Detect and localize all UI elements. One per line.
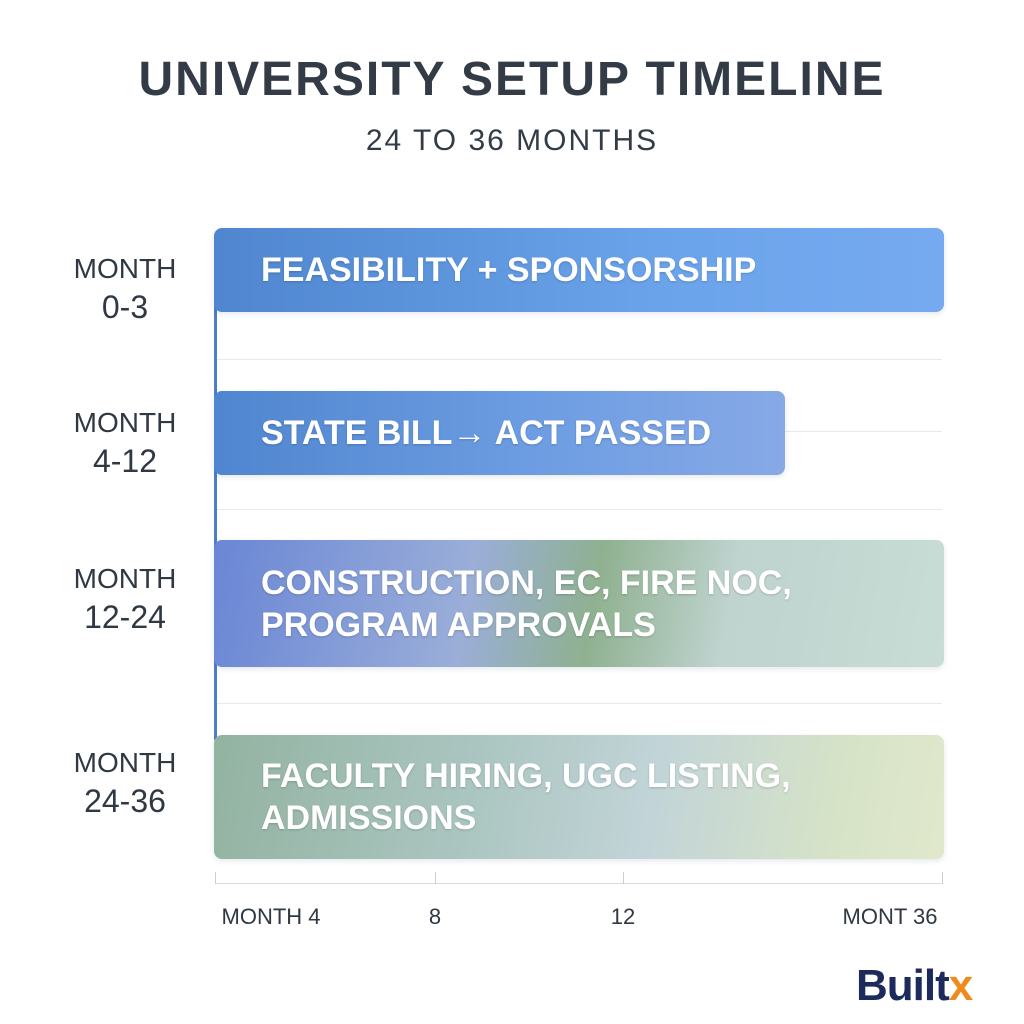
x-tick [623,872,624,884]
row-label [40,744,210,820]
bar-label-line: PROGRAM APPROVALS [261,605,656,644]
timeline-bar [214,540,944,667]
bar-label-line: ADMISSIONS [261,799,477,837]
row-label-prefix: MONTH [73,563,177,594]
gridline [215,359,942,360]
gridline [215,703,942,704]
page-title: UNIVERSITY SETUP TIMELINE [138,53,886,106]
bar-label [261,755,791,839]
gridline [215,509,942,510]
x-axis-line [215,883,942,884]
x-tick [435,872,436,884]
x-tick-label: MONTH 4 [221,904,321,929]
row-label-range: 24-36 [84,783,166,819]
timeline-bar [214,391,785,475]
page-subtitle: 24 TO 36 MONTHS [365,124,659,157]
row-label-range: 0-3 [101,289,149,325]
row-label-range: 4-12 [92,443,158,479]
bar-label [261,562,792,646]
x-tick-label: 12 [610,904,636,929]
logo-main-text: Built [856,961,949,1010]
row-label-prefix: MONTH [73,253,177,284]
timeline-bar [214,228,944,312]
row-label-prefix: MONTH [73,407,177,438]
row-label [40,404,210,480]
x-tick [942,872,943,884]
bar-label [261,412,711,454]
builtx-logo [856,956,972,1016]
bar-label-line: FACULTY HIRING, UGC LISTING, [261,757,791,795]
row-label-prefix: MONTH [73,747,177,778]
row-label [40,250,210,326]
row-label-range: 12-24 [84,599,166,635]
logo-accent-text: x [948,961,973,1010]
x-tick-label: 8 [428,904,442,929]
x-tick [215,872,216,884]
row-label [40,560,210,636]
bar-label-line: STATE BILL→ ACT PASSED [261,414,712,452]
x-tick-label: MONT 36 [842,904,938,929]
bar-label [261,249,756,291]
bar-label-line: CONSTRUCTION, EC, FIRE NOC, [261,563,792,602]
bar-label-line: FEASIBILITY + SPONSORSHIP [261,251,757,289]
timeline-bar [214,735,944,859]
